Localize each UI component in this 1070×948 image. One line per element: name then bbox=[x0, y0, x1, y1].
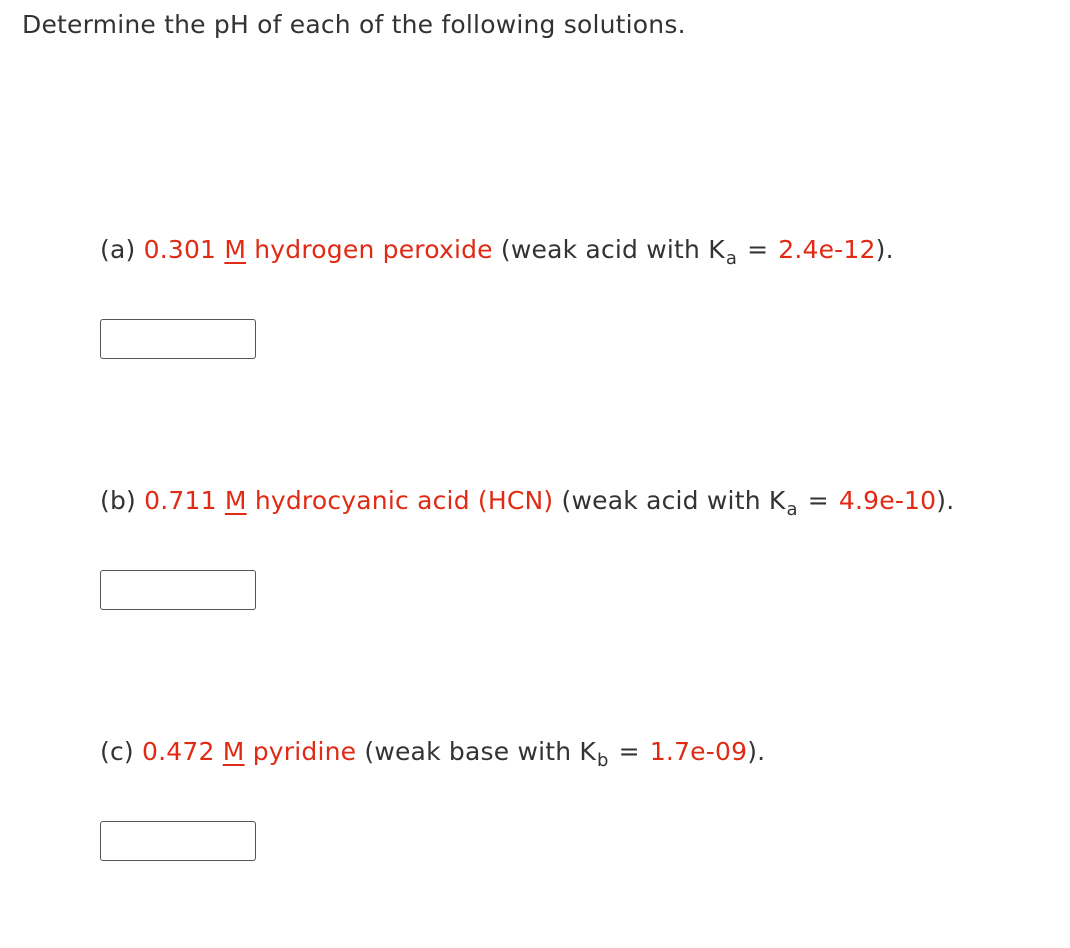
part-b-prompt bbox=[100, 485, 954, 520]
part-c-unit: M bbox=[222, 737, 245, 766]
part-b-answer-input[interactable] bbox=[100, 570, 256, 610]
part-c-answer-input[interactable] bbox=[100, 821, 256, 861]
part-b-unit: M bbox=[224, 486, 247, 515]
part-c-prompt bbox=[100, 736, 765, 771]
part-b-constant-subscript: a bbox=[786, 499, 798, 520]
part-b-label: (b) bbox=[100, 486, 136, 515]
part-c-constant-value: 1.7e-09 bbox=[649, 737, 748, 766]
part-c-equals: = bbox=[618, 737, 640, 766]
part-a-constant-value: 2.4e-12 bbox=[778, 235, 876, 264]
part-b-description: (weak acid with K bbox=[561, 486, 786, 515]
part-c-constant-subscript: b bbox=[597, 750, 609, 771]
part-b-closing: ). bbox=[936, 486, 955, 515]
part-a-compound: hydrogen peroxide bbox=[254, 235, 493, 264]
part-a-constant-subscript: a bbox=[725, 248, 738, 269]
part-a-prompt bbox=[100, 234, 894, 269]
part-a-closing: ). bbox=[875, 235, 894, 264]
part-a-equals: = bbox=[747, 235, 769, 264]
part-b-constant-value: 4.9e-10 bbox=[838, 486, 937, 515]
part-c-concentration: 0.472 bbox=[142, 737, 215, 766]
part-b-compound: hydrocyanic acid (HCN) bbox=[254, 486, 554, 515]
part-c-closing: ). bbox=[747, 737, 766, 766]
part-a-label: (a) bbox=[100, 235, 136, 264]
part-b-concentration: 0.711 bbox=[144, 486, 217, 515]
part-c-description: (weak base with K bbox=[364, 737, 597, 766]
part-c-compound: pyridine bbox=[252, 737, 357, 766]
part-c-label: (c) bbox=[100, 737, 134, 766]
part-b-equals: = bbox=[807, 486, 829, 515]
part-a-description: (weak acid with K bbox=[500, 235, 725, 264]
part-a-answer-input[interactable] bbox=[100, 319, 256, 359]
part-a-concentration: 0.301 bbox=[143, 235, 217, 264]
question-intro: Determine the pH of each of the following solutions. bbox=[22, 10, 686, 39]
part-a-unit: M bbox=[224, 235, 247, 264]
